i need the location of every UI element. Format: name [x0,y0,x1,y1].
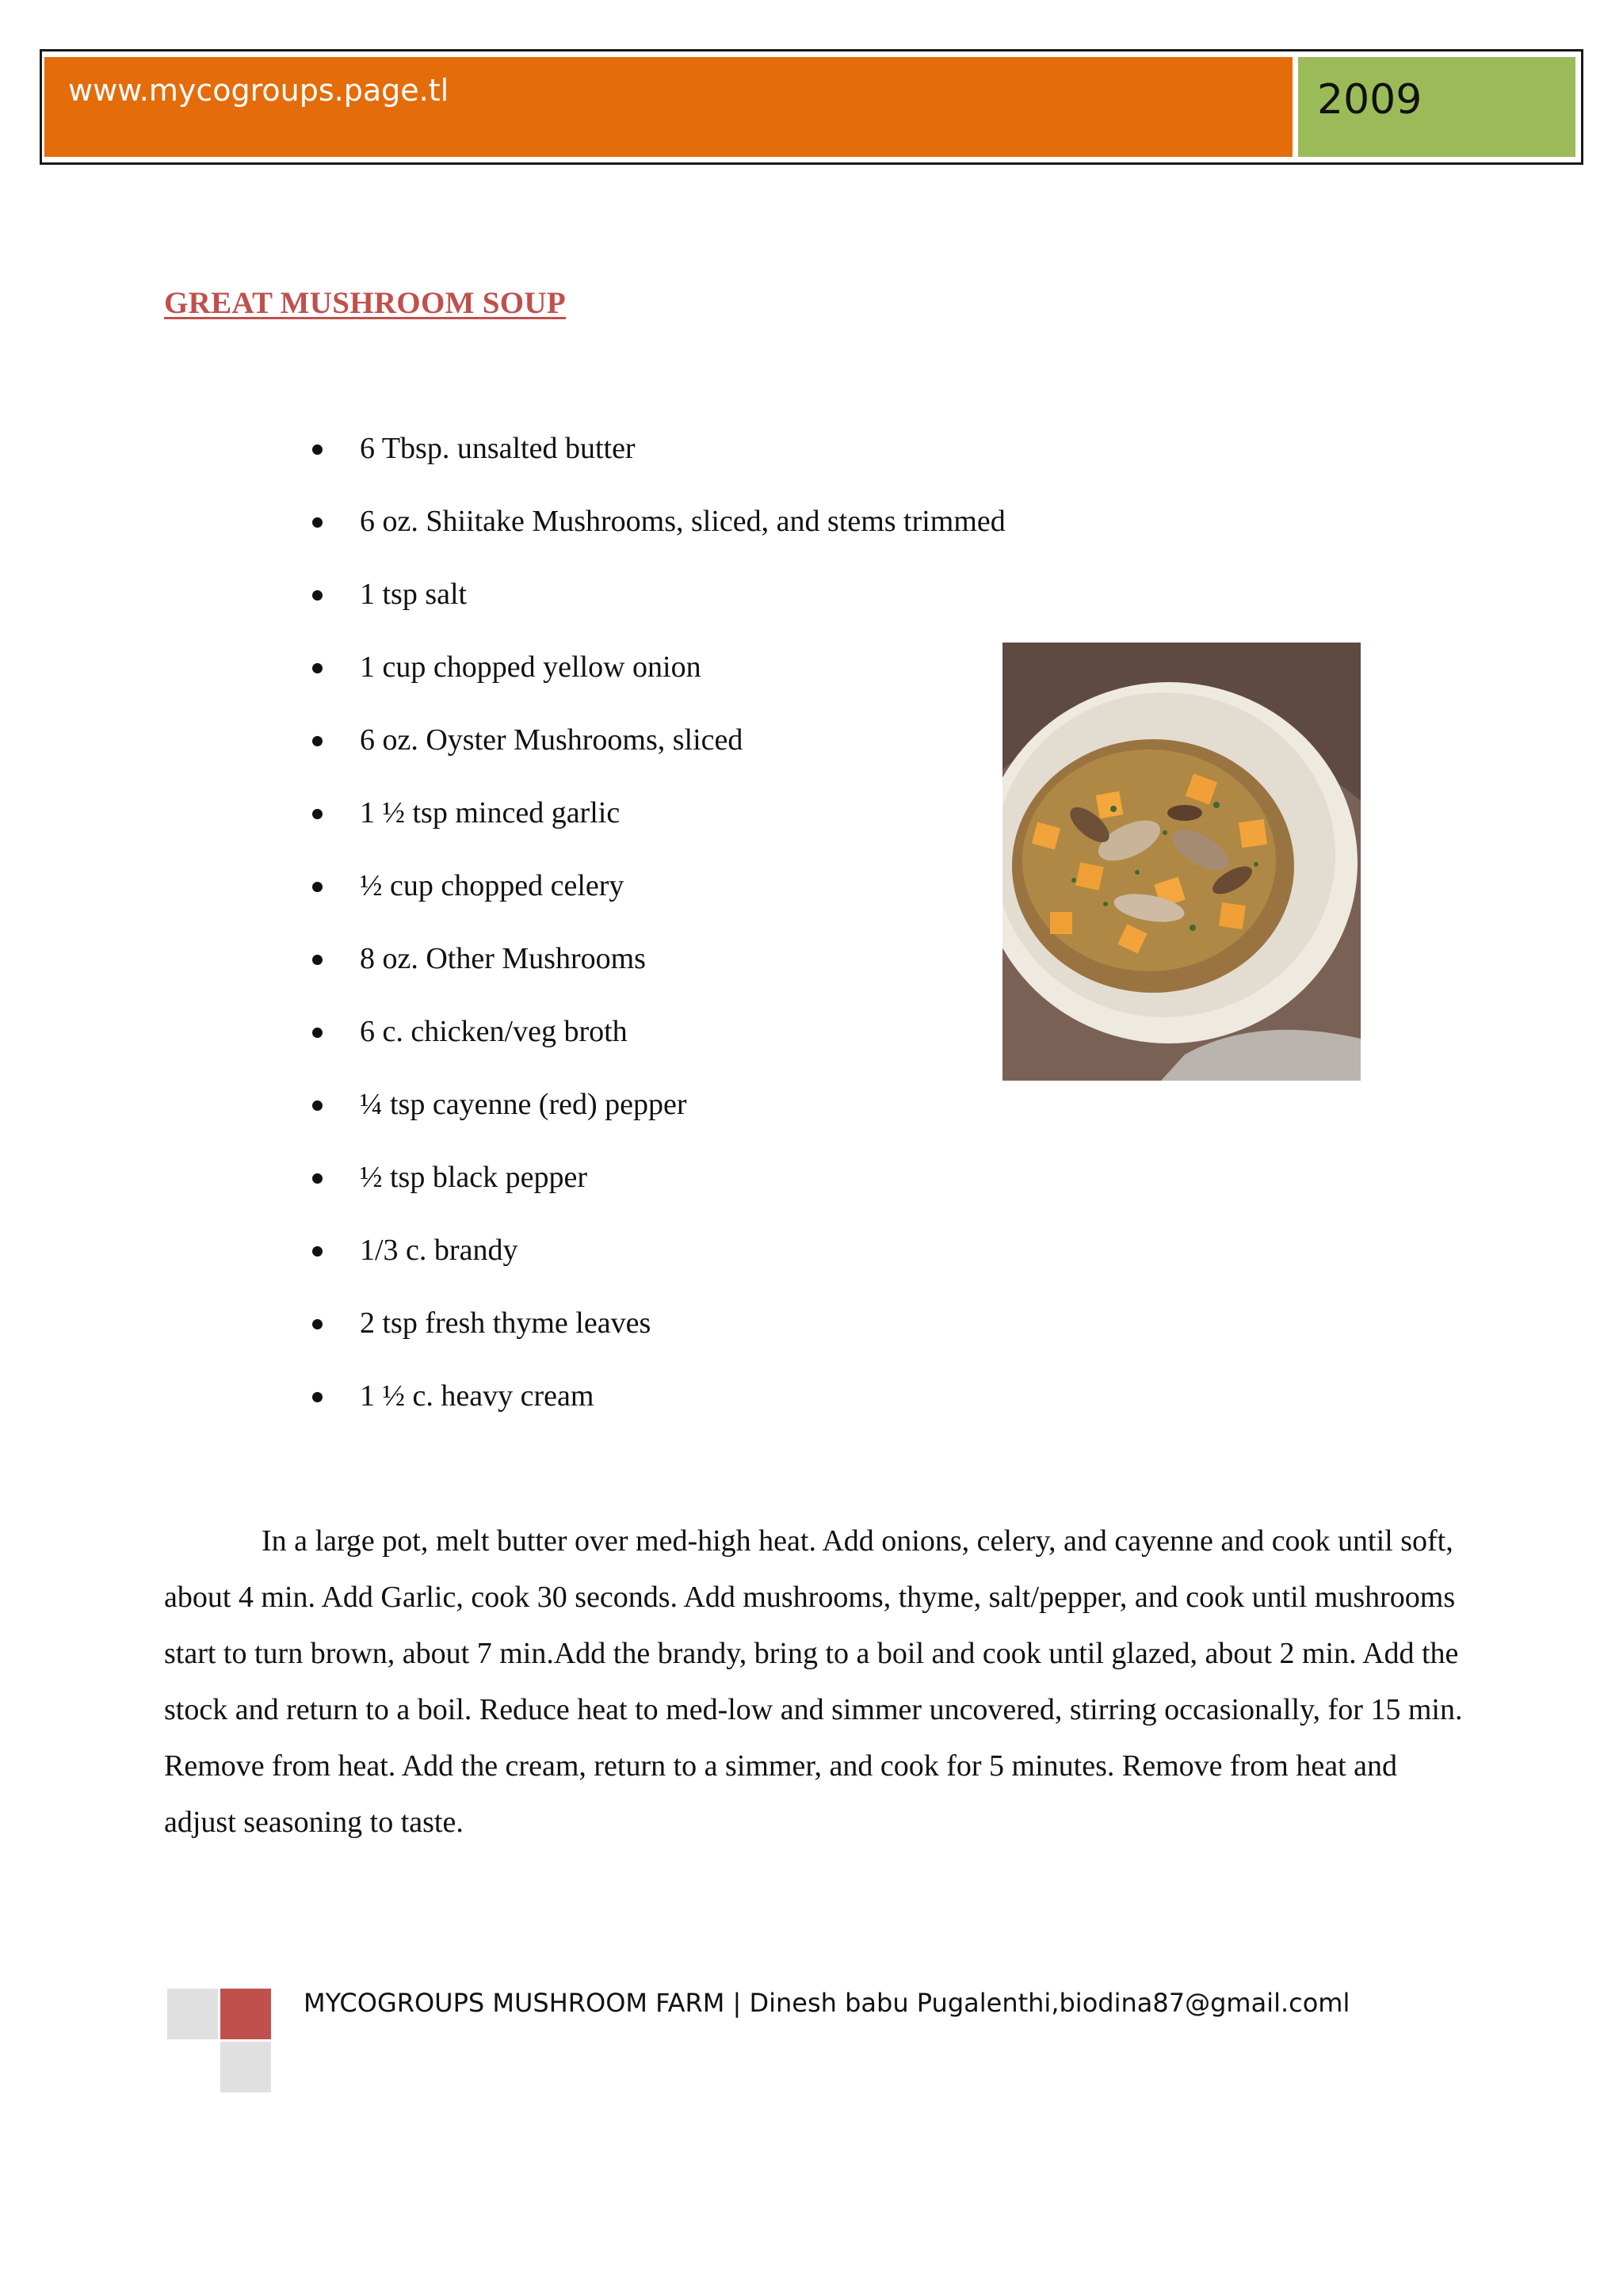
ingredient-item [309,425,1022,498]
bullet-icon [312,1392,323,1402]
footer-decor-square [167,1989,218,2039]
ingredient-text: ½ tsp black pepper [360,1161,588,1194]
ingredient-item [309,1008,1022,1081]
bullet-icon [312,1100,323,1111]
bullet-icon [312,590,323,601]
ingredient-text: ½ cup chopped celery [360,869,624,902]
recipe-directions: In a large pot, melt butter over med-high heat. Add onions, celery, and cayenne and cook until soft, about 4 min. Add Garlic, cook 30 seconds. Add mushrooms, thyme, salt/pepper, and cook until mushrooms start to turn brown, about 7 min.Add the brandy, bring to a boil and cook until glazed, about 2 min. Add the stock and return to a boil. Reduce heat to med-low and simmer uncovered, stirring occasionally, for 15 min. Remove from heat. Add the cream, return to a simmer, and cook for 5 minutes. Remove from heat and adjust seasoning to taste. [164,1524,1463,1839]
ingredient-item [309,716,1022,789]
ingredient-text: 1 tsp salt [360,578,468,611]
year-label: 2009 [1317,76,1423,124]
ingredient-text: 1 ½ c. heavy cream [360,1379,594,1413]
header-url-bar [44,57,1293,157]
ingredient-item [309,643,1022,716]
footer-text: MYCOGROUPS MUSHROOM FARM | Dinesh babu Pugalenthi,biodina87@gmail.coml [304,1988,1350,2018]
header-year-box [1298,57,1575,157]
ingredient-item [309,570,1022,643]
ingredient-list [309,425,1022,1445]
bullet-icon [312,809,323,819]
ingredient-text: ¼ tsp cayenne (red) pepper [360,1088,687,1121]
bullet-icon [312,736,323,746]
ingredient-text: 6 oz. Oyster Mushrooms, sliced [360,723,743,757]
ingredient-text: 8 oz. Other Mushrooms [360,942,646,975]
ingredient-text: 6 Tbsp. unsalted butter [360,432,636,465]
bullet-icon [312,1246,323,1257]
ingredient-item [309,1226,1022,1299]
recipe-title: GREAT MUSHROOM SOUP [164,286,566,320]
ingredient-text: 1 cup chopped yellow onion [360,650,701,684]
ingredient-item [309,789,1022,862]
ingredient-text: 6 oz. Shiitake Mushrooms, sliced, and stems trimmed [360,505,1006,538]
ingredient-item [309,1154,1022,1226]
ingredient-item [309,862,1022,935]
bullet-icon [312,882,323,892]
bullet-icon [312,663,323,673]
bullet-icon [312,1028,323,1038]
ingredient-text: 2 tsp fresh thyme leaves [360,1306,651,1340]
soup-bowl-photo [1002,643,1361,1081]
ingredient-text: 1/3 c. brandy [360,1234,518,1267]
site-url[interactable]: www.mycogroups.page.tl [68,73,449,108]
ingredient-text: 1 ½ tsp minced garlic [360,796,621,830]
bullet-icon [312,517,323,528]
footer-decor-square [220,1989,271,2039]
ingredient-item [309,498,1022,570]
ingredient-text: 6 c. chicken/veg broth [360,1015,628,1048]
bullet-icon [312,444,323,455]
ingredient-item [309,1372,1022,1445]
ingredient-item [309,1081,1022,1154]
bullet-icon [312,1319,323,1329]
ingredient-item [309,1299,1022,1372]
bullet-icon [312,1173,323,1184]
footer-decor-square [220,2042,271,2092]
ingredient-item [309,935,1022,1008]
bullet-icon [312,955,323,965]
